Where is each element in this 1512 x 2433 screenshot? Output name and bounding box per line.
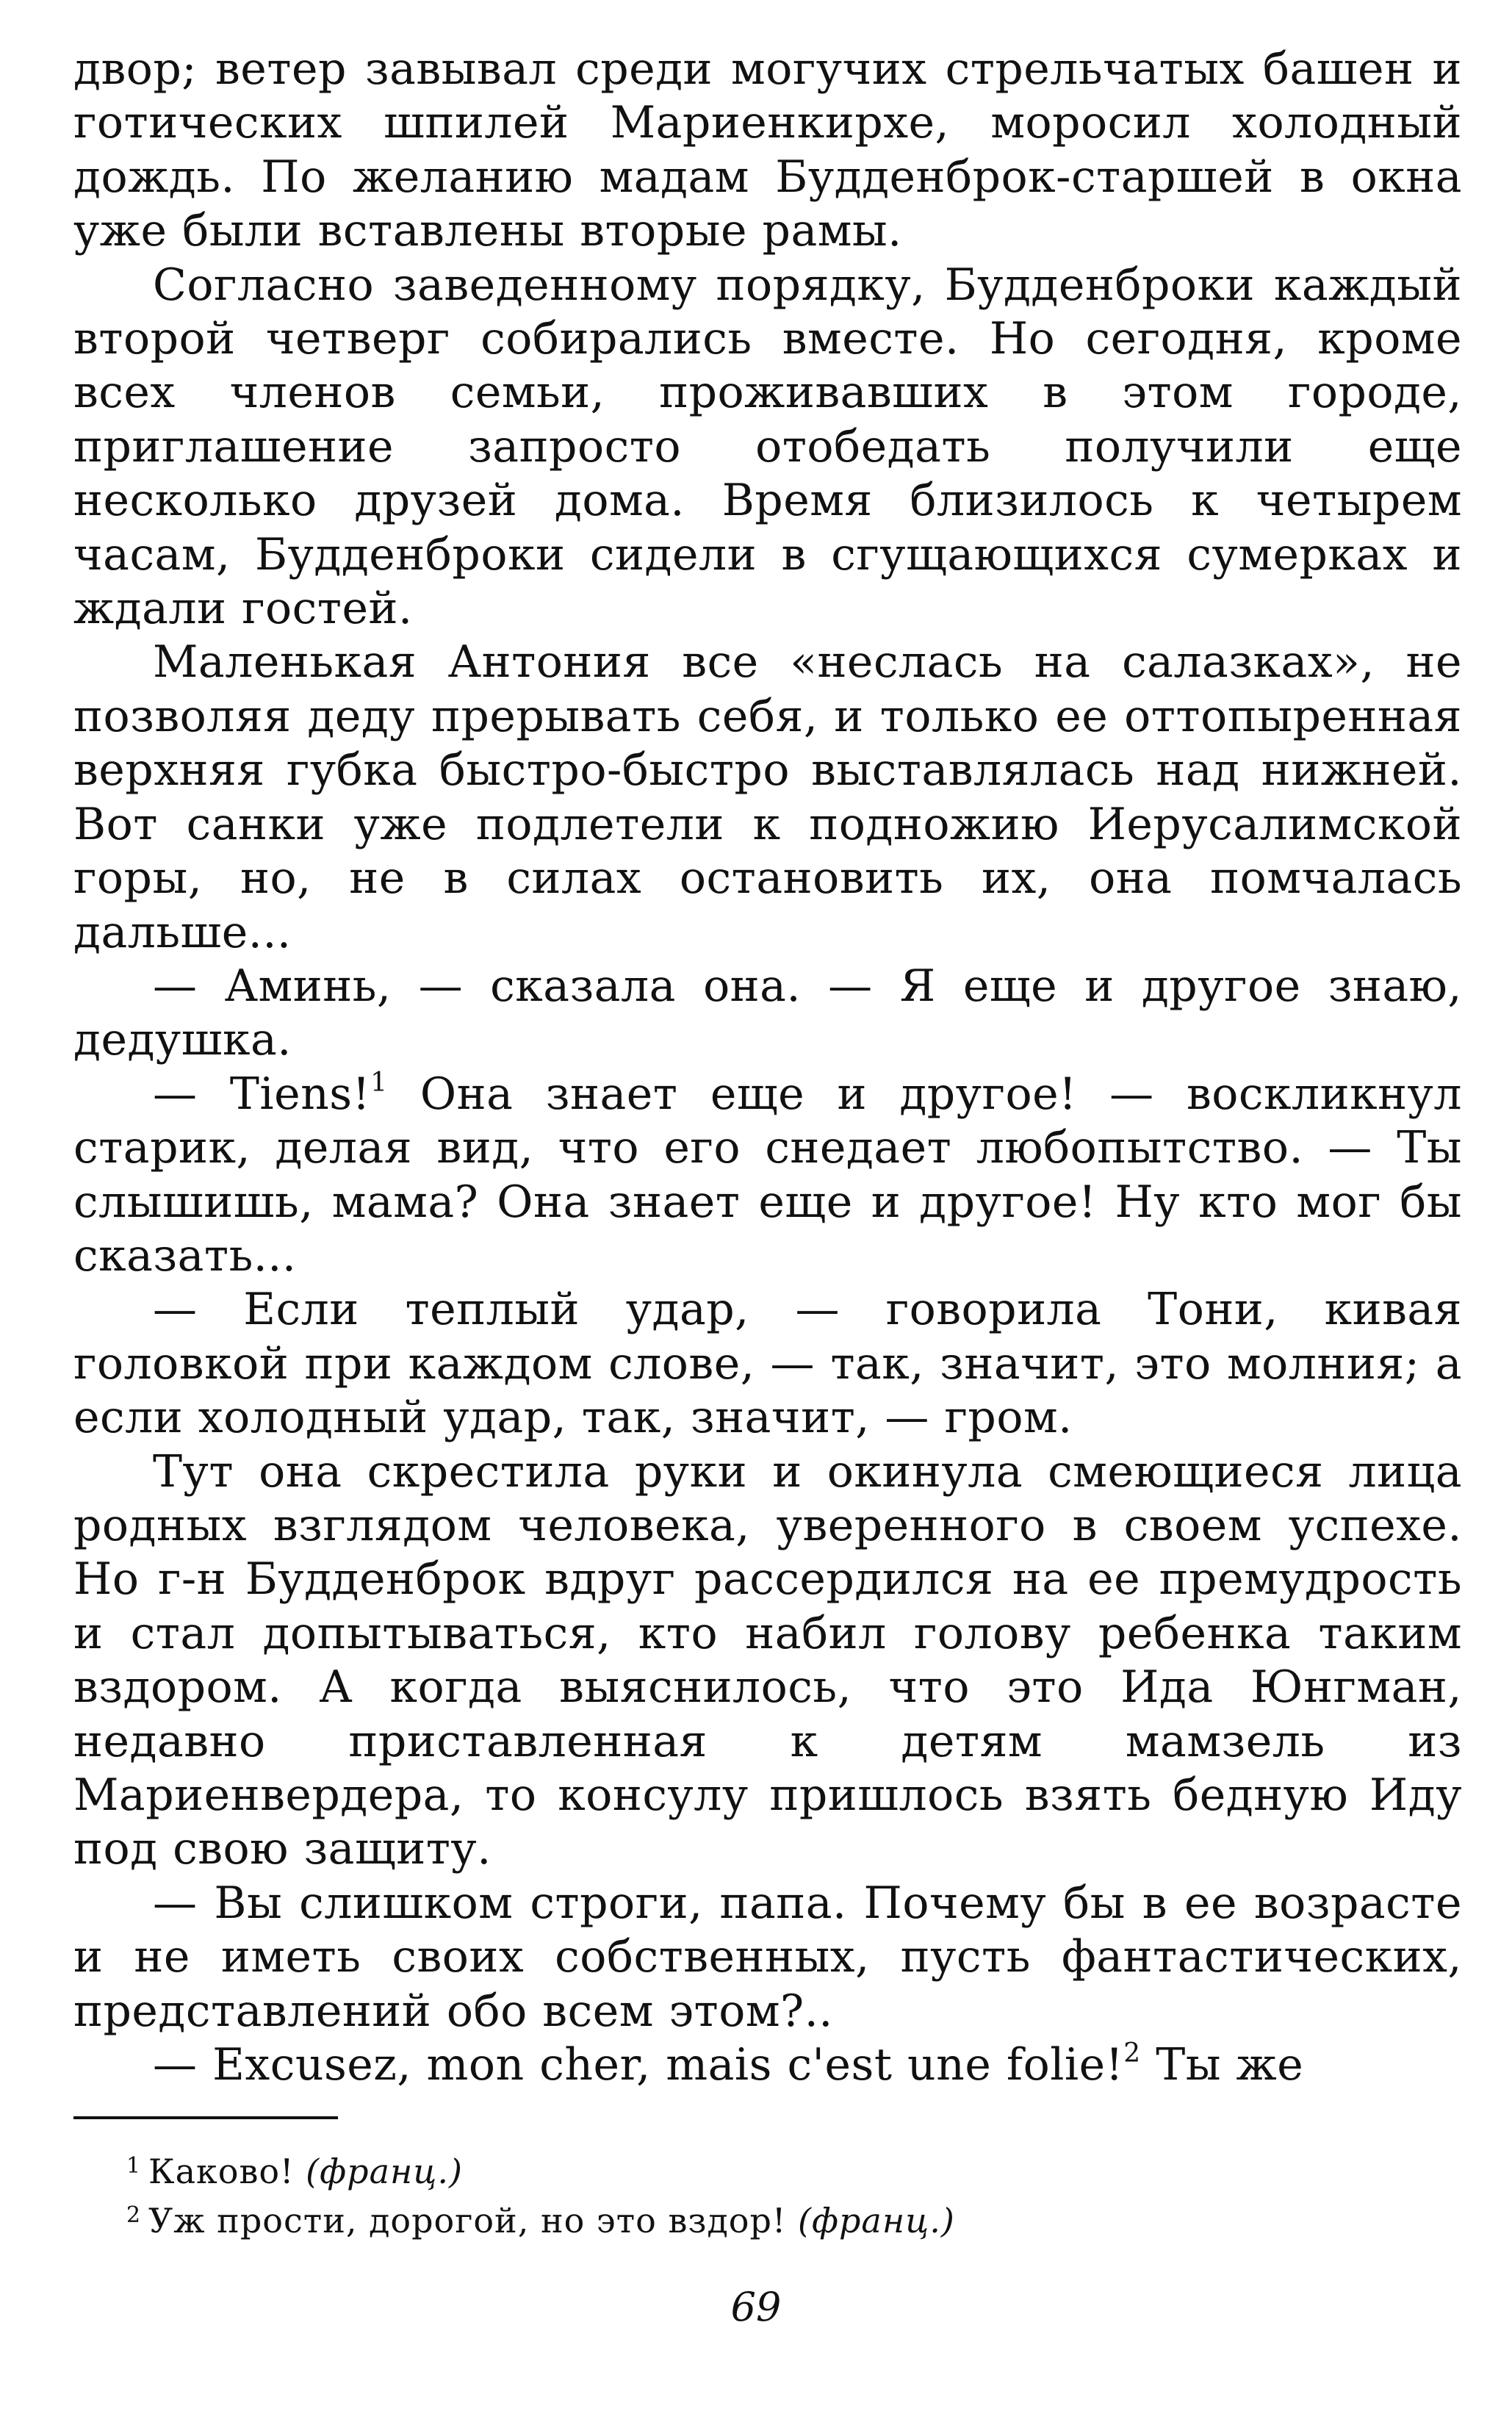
footnotes: [126, 2144, 1397, 2243]
footnote-divider: [73, 2116, 338, 2119]
footnote-marker: 1: [126, 2153, 142, 2179]
footnote-marker: 2: [126, 2202, 142, 2228]
page-number: 69: [730, 2284, 782, 2330]
footnote-ref-1: 1: [370, 1067, 388, 1098]
paragraph-1: двор; ветер завывал среди могучих стрельчатых башен и готических шпилей Мариенкирхе, моросил холодный дождь. По желанию мадам Будденброк-старшей в окна уже были вставлены вторые рамы.: [73, 43, 1462, 257]
footnote-lang: (франц.): [798, 2201, 955, 2240]
paragraph-5: [73, 1068, 1462, 1284]
footnote-ref-2: 2: [1123, 2038, 1141, 2069]
paragraph-9: [73, 2038, 1462, 2092]
paragraph-9-rest: Ты же: [1140, 2039, 1304, 2091]
footnote-lang: (франц.): [306, 2152, 463, 2191]
footnote-text: Каково!: [148, 2152, 306, 2191]
footnote-2: [126, 2193, 1397, 2243]
paragraph-2: Согласно заведенному порядку, Будденброки каждый второй четверг собирались вместе. Но сегодня, кроме всех членов семьи, проживавших в этом городе, приглашение запросто отобедать получили еще несколько друзей дома. Время близилось к четырем часам, Будденброки сидели в сгущающихся сумерках и ждали гостей.: [73, 259, 1462, 635]
footnote-1: [126, 2144, 1397, 2193]
paragraph-9-start: — Excusez, mon cher, mais c'est une folie!: [153, 2039, 1124, 2091]
paragraph-5-start: — Tiens!: [153, 1068, 371, 1120]
paragraph-6: — Если теплый удар, — говорила Тони, кивая головкой при каждом слове, — так, значит, это молния; а если холодный удар, так, значит, — гром.: [73, 1284, 1462, 1444]
paragraph-3: Маленькая Антония все «неслась на салазках», не позволяя деду прерывать себя, и только ее оттопыренная верхняя губка быстро-быстро выставлялась над нижней. Вот санки уже подлетели к подножию Иерусалимской горы, но, не в силах остановить их, она помчалась дальше...: [73, 636, 1462, 958]
paragraph-5-rest: Она знает еще и другое! — воскликнул старик, делая вид, что его снедает любопытство. — Ты слышишь, мама? Она знает еще и другое! Ну кто мог бы сказать...: [73, 1068, 1462, 1282]
paragraph-8: — Вы слишком строги, папа. Почему бы в ее возрасте и не иметь своих собственных, пусть фантастических, представлений обо всем этом?..: [73, 1877, 1462, 2037]
main-text: [73, 43, 1462, 2092]
paragraph-7: Тут она скрестила руки и окинула смеющиеся лица родных взглядом человека, уверенного в своем успехе. Но г-н Будденброк вдруг рассердился на ее премудрость и стал допытываться, кто набил голову ребенка таким вздором. А когда выяснилось, что это Ида Юнгман, недавно приставленная к детям мамзель из Мариенвердера, то консулу пришлось взять бедную Иду под свою защиту.: [73, 1445, 1462, 1875]
page-body: [73, 43, 1462, 2092]
paragraph-4: — Аминь, — сказала она. — Я еще и другое знаю, дедушка.: [73, 960, 1462, 1066]
footnote-text: Уж прости, дорогой, но это вздор!: [148, 2201, 799, 2240]
